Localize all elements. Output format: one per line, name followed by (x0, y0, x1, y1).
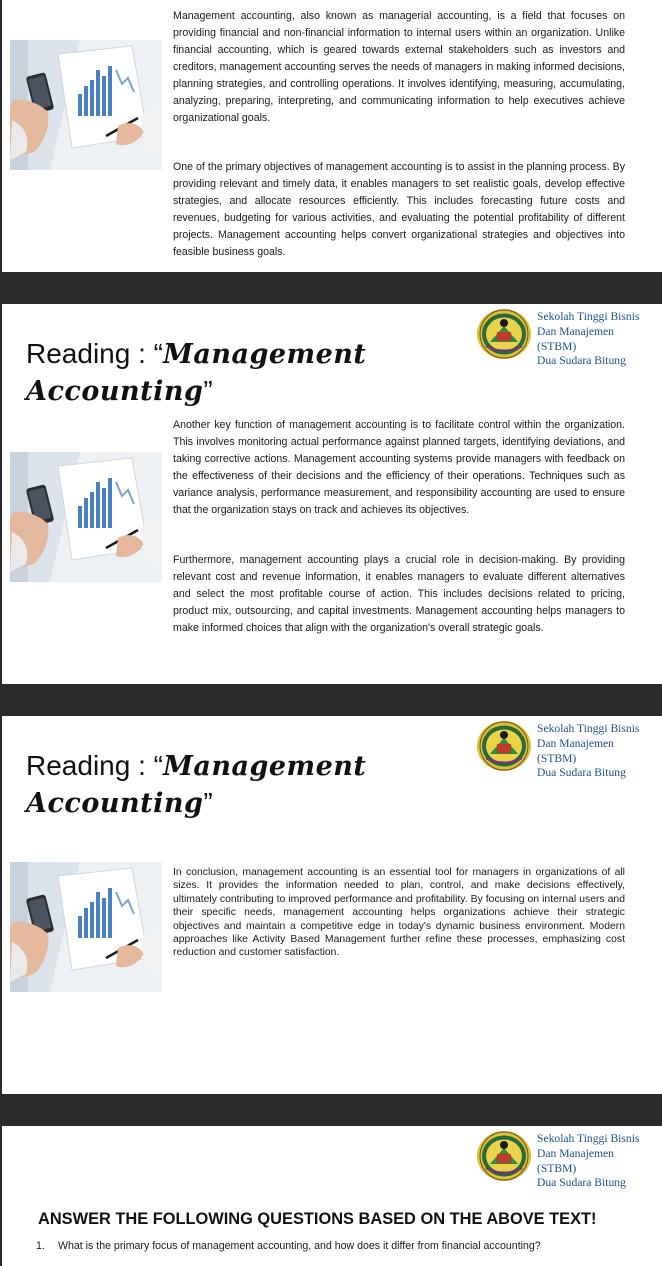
title-emphasis-1: Management (162, 339, 367, 370)
institution-line-4: Dua Sudara Bitung (537, 766, 626, 780)
institution-line-2: Dan Manajemen (537, 1146, 614, 1160)
slide-1 (2, 0, 662, 272)
title-emphasis-2: Accounting (26, 376, 204, 407)
slide-2 (2, 304, 662, 684)
institution-line-3: (STBM) (537, 1161, 577, 1175)
title-emphasis-2: Accounting (26, 788, 204, 819)
institution-line-1: Sekolah Tinggi Bisnis (537, 1132, 640, 1145)
institution-name (537, 722, 662, 781)
questions-heading: ANSWER THE FOLLOWING QUESTIONS BASED ON THE ABOVE TEXT! (38, 1210, 597, 1228)
question-text: What is the primary focus of management accounting, and how does it differ from financial accounting? (58, 1240, 541, 1252)
institution-line-4: Dua Sudara Bitung (537, 354, 626, 368)
institution-line-2: Dan Manajemen (537, 736, 614, 750)
title-lead: Reading : “ (26, 338, 163, 369)
paragraph-intro: Management accounting, also known as managerial accounting, is a field that focuses on providing financial and non-financial information to internal users within an organization. Unlike financial accounting, which is geared towards external stakeholders such as investors and creditors, management accounting serves the needs of managers in making informed decisions, planning strategies, and controlling operations. It involves identifying, measuring, accumulating, analyzing, preparing, interpreting, and communicating information to help executives achieve organizational goals. (173, 10, 625, 124)
slide-title (26, 746, 446, 820)
paragraph-conclusion: In conclusion, management accounting is an essential tool for managers in organizations of all sizes. It provides the information needed to plan, control, and make decisions effectively, ultimately contributing to improved performance and profitability. By focusing on internal users and their specific needs, management accounting helps organizations achieve their strategic objectives and maintain a competitive edge in today's dynamic business environment. Modern approaches like Activity Based Management further refine these processes, emphasizing cost reduction and customer satisfaction. (173, 867, 625, 959)
paragraph-control: Another key function of management accounting is to facilitate control within the organization. This involves monitoring actual performance against planned targets, identifying deviations, and taking corrective actions. Management accounting systems provide managers with feedback on the effectiveness of their decisions and the efficiency of their operations. Techniques such as variance analysis, performance measurement, and responsibility accounting are used to ensure that the organization stays on track and achieves its objectives. (173, 419, 625, 516)
slide-4 (2, 1126, 662, 1266)
institution-name (537, 1132, 662, 1191)
institution-line-2: Dan Manajemen (537, 324, 614, 338)
institution-logo (476, 1130, 532, 1182)
business-photo (10, 862, 162, 992)
title-close: ” (203, 787, 213, 818)
paragraph-decision: Furthermore, management accounting plays a crucial role in decision-making. By providing relevant cost and revenue information, it enables managers to evaluate different alternatives and select the most profitable course of action. This includes decisions related to pricing, product mix, outsourcing, and capital investments. Management accounting helps managers to make informed choices that align with the organization's overall strategic goals. (173, 554, 625, 634)
institution-logo (476, 308, 532, 360)
institution-line-3: (STBM) (537, 751, 577, 765)
institution-line-1: Sekolah Tinggi Bisnis (537, 310, 640, 323)
business-photo (10, 452, 162, 582)
institution-line-4: Dua Sudara Bitung (537, 1176, 626, 1190)
title-lead: Reading : “ (26, 750, 163, 781)
business-photo (10, 40, 162, 170)
institution-line-1: Sekolah Tinggi Bisnis (537, 722, 640, 735)
institution-logo (476, 720, 532, 772)
question-item (36, 1240, 541, 1252)
slide-title (26, 334, 446, 408)
institution-line-3: (STBM) (537, 339, 577, 353)
title-emphasis-1: Management (162, 751, 367, 782)
institution-name (537, 310, 662, 369)
question-number: 1. (36, 1240, 45, 1252)
title-close: ” (203, 375, 213, 406)
slide-3 (2, 716, 662, 1094)
paragraph-planning: One of the primary objectives of management accounting is to assist in the planning process. By providing relevant and timely data, it enables managers to set realistic goals, develop effective strategies, and allocate resources efficiently. This includes forecasting future costs and revenues, budgeting for various activities, and evaluating the potential profitability of different projects. Management accounting helps convert organizational strategies and objectives into feasible business goals. (173, 161, 625, 258)
